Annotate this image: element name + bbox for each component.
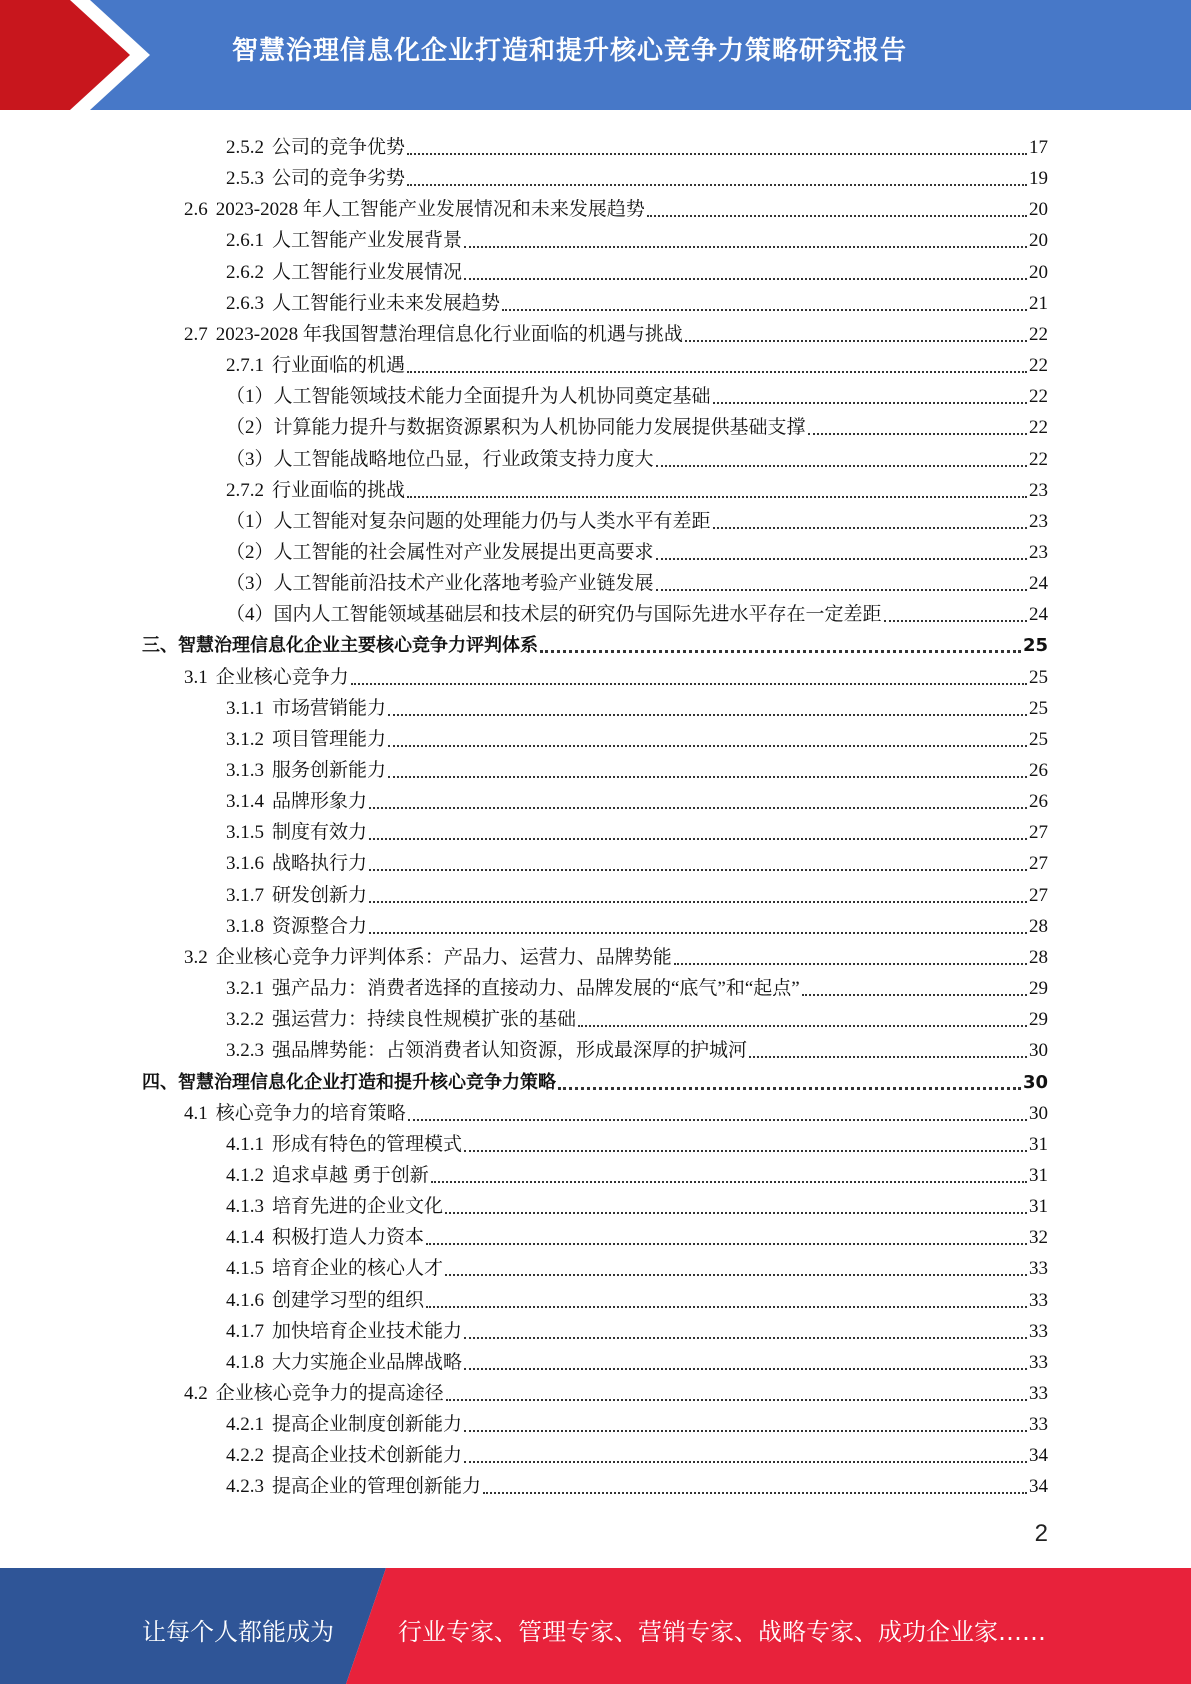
toc-dot-leader <box>407 153 1027 155</box>
toc-entry-page: 20 <box>1029 199 1048 220</box>
toc-entry-label: 三、智慧治理信息化企业主要核心竞争力评判体系 <box>142 635 538 656</box>
toc-entry-label: 国内人工智能领域基础层和技术层的研究仍与国际先进水平存在一定差距 <box>273 604 882 625</box>
toc-entry[interactable] <box>226 689 1048 720</box>
toc-entry-label: 人工智能对复杂问题的处理能力仍与人类水平有差距 <box>273 511 711 532</box>
toc-dot-leader <box>369 932 1027 934</box>
toc-entry-page: 21 <box>1029 293 1048 314</box>
toc-dot-leader <box>558 1087 1021 1090</box>
toc-entry-number: （2） <box>226 542 274 563</box>
toc-dot-leader <box>464 1461 1027 1463</box>
toc-entry-number: （2） <box>226 417 274 438</box>
toc-dot-leader <box>647 215 1027 217</box>
footer-slogan-right: 行业专家、管理专家、营销专家、战略专家、成功企业家…… <box>398 1618 1046 1646</box>
toc-dot-leader <box>502 309 1027 311</box>
toc-entry-label: 强运营力：持续良性规模扩张的基础 <box>272 1009 577 1030</box>
toc-entry-page: 33 <box>1029 1383 1048 1404</box>
toc-entry[interactable] <box>226 876 1048 907</box>
toc-entry[interactable] <box>226 1281 1048 1312</box>
toc-dot-leader <box>445 1212 1027 1214</box>
page-header <box>0 0 1191 110</box>
toc-entry-label: 计算能力提升与数据资源累积为人机协同能力发展提供基础支撑 <box>273 417 806 438</box>
toc-entry-label: 形成有特色的管理模式 <box>272 1134 463 1155</box>
footer-slogan-left: 让每个人都能成为 <box>142 1618 334 1646</box>
toc-entry-number: 3.1.6 <box>226 853 264 874</box>
toc-entry-page: 33 <box>1029 1290 1048 1311</box>
toc-dot-leader <box>464 1368 1027 1370</box>
toc-dot-leader <box>540 650 1021 653</box>
toc-dot-leader <box>426 1306 1027 1308</box>
toc-entry-page: 20 <box>1029 262 1048 283</box>
toc-dot-leader <box>407 371 1027 373</box>
toc-entry[interactable] <box>226 1125 1048 1156</box>
toc-entry[interactable] <box>142 1063 1048 1094</box>
toc-entry[interactable] <box>226 844 1048 875</box>
toc-entry-number: 3.1 <box>184 667 208 688</box>
toc-entry-label: 大力实施企业品牌战略 <box>272 1352 463 1373</box>
toc-entry-page: 24 <box>1029 573 1048 594</box>
toc-dot-leader <box>464 1150 1027 1152</box>
toc-entry-number: 2.7 <box>184 324 208 345</box>
toc-dot-leader <box>388 714 1027 716</box>
toc-entry[interactable] <box>184 190 1048 221</box>
toc-entry-label: 资源整合力 <box>272 916 368 937</box>
toc-dot-leader <box>884 620 1027 622</box>
toc-entry[interactable] <box>226 502 1048 533</box>
toc-entry-page: 23 <box>1029 542 1048 563</box>
toc-entry[interactable] <box>226 969 1048 1000</box>
toc-dot-leader <box>685 340 1027 342</box>
toc-entry-number: 2.6.1 <box>226 230 264 251</box>
toc-entry-number: 4.2 <box>184 1383 208 1404</box>
toc-entry[interactable] <box>226 813 1048 844</box>
toc-entry-number: 3.2.3 <box>226 1040 264 1061</box>
toc-entry-page: 31 <box>1029 1196 1048 1217</box>
toc-entry[interactable] <box>184 1374 1048 1405</box>
toc-entry-label: 服务创新能力 <box>272 760 387 781</box>
toc-dot-leader <box>713 527 1027 529</box>
header-arrow-red <box>0 0 130 110</box>
toc-entry-number: 2.5.2 <box>226 137 264 158</box>
toc-dot-leader <box>464 1337 1027 1339</box>
toc-entry-label: 行业面临的机遇 <box>272 355 406 376</box>
toc-entry[interactable] <box>226 1405 1048 1436</box>
toc-entry-number: （3） <box>226 449 274 470</box>
toc-entry-page: 22 <box>1029 324 1048 345</box>
toc-entry[interactable] <box>226 1436 1048 1467</box>
toc-entry-label: 追求卓越 勇于创新 <box>272 1165 429 1186</box>
toc-dot-leader <box>388 745 1027 747</box>
toc-entry-number: 4.1.4 <box>226 1227 264 1248</box>
toc-entry-page: 25 <box>1029 698 1048 719</box>
toc-entry[interactable] <box>226 564 1048 595</box>
toc-entry-label: 制度有效力 <box>272 822 368 843</box>
toc-entry-page: 25 <box>1022 635 1048 656</box>
toc-entry[interactable] <box>226 128 1048 159</box>
toc-entry[interactable] <box>184 658 1048 689</box>
toc-dot-leader <box>445 1274 1027 1276</box>
toc-entry-number: （4） <box>226 604 274 625</box>
toc-entry-number: 4.1 <box>184 1103 208 1124</box>
toc-entry-label: 加快培育企业技术能力 <box>272 1321 463 1342</box>
toc-dot-leader <box>369 901 1027 903</box>
toc-dot-leader <box>483 1492 1027 1494</box>
toc-entry[interactable] <box>226 782 1048 813</box>
toc-entry-number: 4.1.8 <box>226 1352 264 1373</box>
toc-entry-page: 31 <box>1029 1165 1048 1186</box>
toc-entry-page: 30 <box>1022 1072 1048 1093</box>
toc-dot-leader <box>656 589 1027 591</box>
toc-entry-page: 29 <box>1029 978 1048 999</box>
toc-entry[interactable] <box>226 1249 1048 1280</box>
toc-dot-leader <box>351 683 1027 685</box>
toc-dot-leader <box>369 869 1027 871</box>
toc-entry-number: 3.1.1 <box>226 698 264 719</box>
toc-entry-number: 4.2.1 <box>226 1414 264 1435</box>
toc-entry[interactable] <box>226 720 1048 751</box>
toc-entry-page: 33 <box>1029 1321 1048 1342</box>
toc-entry[interactable] <box>142 626 1048 657</box>
toc-entry-page: 22 <box>1029 417 1048 438</box>
toc-entry[interactable] <box>226 1467 1048 1498</box>
toc-entry-page: 25 <box>1029 667 1048 688</box>
toc-entry[interactable] <box>226 1156 1048 1187</box>
toc-entry-page: 33 <box>1029 1258 1048 1279</box>
toc-entry-number: 2.7.2 <box>226 480 264 501</box>
toc-dot-leader <box>408 1119 1027 1121</box>
toc-entry-page: 29 <box>1029 1009 1048 1030</box>
toc-entry-number: 3.2.2 <box>226 1009 264 1030</box>
toc-entry-page: 25 <box>1029 729 1048 750</box>
toc-entry[interactable] <box>226 1312 1048 1343</box>
toc-entry-label: 人工智能行业发展情况 <box>272 262 463 283</box>
toc-dot-leader <box>656 558 1027 560</box>
toc-dot-leader <box>464 278 1027 280</box>
toc-entry-page: 22 <box>1029 449 1048 470</box>
toc-entry-label: 积极打造人力资本 <box>272 1227 425 1248</box>
toc-entry-label: 培育企业的核心人才 <box>272 1258 444 1279</box>
toc-entry-page: 31 <box>1029 1134 1048 1155</box>
toc-dot-leader <box>431 1181 1027 1183</box>
toc-entry[interactable] <box>226 253 1048 284</box>
toc-dot-leader <box>407 496 1027 498</box>
toc-entry-number: （1） <box>226 511 274 532</box>
toc-entry[interactable] <box>226 1343 1048 1374</box>
toc-entry[interactable] <box>226 751 1048 782</box>
toc-entry-label: 培育先进的企业文化 <box>272 1196 444 1217</box>
toc-entry-number: 4.2.3 <box>226 1476 264 1497</box>
toc-entry-page: 26 <box>1029 791 1048 812</box>
toc-entry-page: 33 <box>1029 1414 1048 1435</box>
toc-entry-label: 2023-2028 年人工智能产业发展情况和未来发展趋势 <box>215 199 645 220</box>
toc-entry-number: 2.7.1 <box>226 355 264 376</box>
toc-dot-leader <box>369 838 1027 840</box>
toc-entry-label: 强品牌势能：占领消费者认知资源，形成最深厚的护城河 <box>272 1040 748 1061</box>
toc-entry-label: 企业核心竞争力的提高途径 <box>215 1383 444 1404</box>
toc-entry-page: 22 <box>1029 355 1048 376</box>
toc-entry-number: 3.2 <box>184 947 208 968</box>
toc-entry-page: 17 <box>1029 137 1048 158</box>
toc-entry-label: 创建学习型的组织 <box>272 1290 425 1311</box>
toc-dot-leader <box>674 963 1027 965</box>
toc-entry-label: 人工智能领域技术能力全面提升为人机协同奠定基础 <box>273 386 711 407</box>
toc-entry-number: （3） <box>226 573 274 594</box>
toc-entry[interactable] <box>226 907 1048 938</box>
toc-entry[interactable] <box>184 1094 1048 1125</box>
toc-entry-page: 30 <box>1029 1103 1048 1124</box>
toc-entry-label: 强产品力：消费者选择的直接动力、品牌发展的“底气”和“起点” <box>272 978 800 999</box>
toc-entry-label: 公司的竞争劣势 <box>272 168 406 189</box>
toc-entry-number: 4.1.7 <box>226 1321 264 1342</box>
toc-entry-number: 3.1.2 <box>226 729 264 750</box>
toc-entry-label: 市场营销能力 <box>272 698 387 719</box>
toc-entry[interactable] <box>226 1218 1048 1249</box>
toc-entry-label: 提高企业技术创新能力 <box>272 1445 463 1466</box>
toc-entry-number: 4.1.1 <box>226 1134 264 1155</box>
toc-entry[interactable] <box>226 221 1048 252</box>
toc-entry[interactable] <box>184 938 1048 969</box>
toc-entry-label: 提高企业制度创新能力 <box>272 1414 463 1435</box>
toc-entry-label: 人工智能的社会属性对产业发展提出更高要求 <box>273 542 654 563</box>
toc-entry-label: 战略执行力 <box>272 853 368 874</box>
report-title: 智慧治理信息化企业打造和提升核心竞争力策略研究报告 <box>232 36 908 66</box>
toc-entry-page: 23 <box>1029 511 1048 532</box>
toc-entry-number: 4.2.2 <box>226 1445 264 1466</box>
toc-entry-label: 人工智能产业发展背景 <box>272 230 463 251</box>
toc-entry-label: 品牌形象力 <box>272 791 368 812</box>
toc-entry-page: 28 <box>1029 916 1048 937</box>
toc-entry-page: 24 <box>1029 604 1048 625</box>
toc-entry-number: 4.1.2 <box>226 1165 264 1186</box>
toc-entry-page: 27 <box>1029 822 1048 843</box>
toc-entry[interactable] <box>226 284 1048 315</box>
toc-entry-page: 26 <box>1029 760 1048 781</box>
toc-entry-label: 人工智能前沿技术产业化落地考验产业链发展 <box>273 573 654 594</box>
toc-dot-leader <box>713 402 1027 404</box>
toc-dot-leader <box>446 1399 1027 1401</box>
page-number: 2 <box>1034 1520 1048 1547</box>
toc-dot-leader <box>578 1025 1027 1027</box>
toc-entry-page: 33 <box>1029 1352 1048 1373</box>
toc-entry-number: 2.6.2 <box>226 262 264 283</box>
toc-entry-label: 人工智能战略地位凸显，行业政策支持力度大 <box>273 449 654 470</box>
toc-entry-page: 20 <box>1029 230 1048 251</box>
toc-entry[interactable] <box>226 1187 1048 1218</box>
toc-entry-number: 2.5.3 <box>226 168 264 189</box>
toc-dot-leader <box>407 184 1027 186</box>
toc-entry-number: 3.1.7 <box>226 885 264 906</box>
toc-entry-number: 3.1.4 <box>226 791 264 812</box>
toc-entry-number: 4.1.3 <box>226 1196 264 1217</box>
toc-entry-page: 28 <box>1029 947 1048 968</box>
toc-entry-page: 19 <box>1029 168 1048 189</box>
toc-entry-page: 27 <box>1029 885 1048 906</box>
toc-entry-label: 研发创新力 <box>272 885 368 906</box>
toc-entry-label: 核心竞争力的培育策略 <box>215 1103 406 1124</box>
toc-entry[interactable] <box>226 346 1048 377</box>
page-footer <box>0 1568 1191 1684</box>
toc-entry[interactable] <box>184 315 1048 346</box>
toc-entry-label: 提高企业的管理创新能力 <box>272 1476 482 1497</box>
toc-dot-leader <box>388 776 1027 778</box>
toc-entry-label: 四、智慧治理信息化企业打造和提升核心竞争力策略 <box>142 1072 556 1093</box>
toc-dot-leader <box>749 1056 1027 1058</box>
toc-entry[interactable] <box>226 159 1048 190</box>
toc-entry[interactable] <box>226 533 1048 564</box>
toc-entry[interactable] <box>226 408 1048 439</box>
toc-entry-page: 30 <box>1029 1040 1048 1061</box>
toc-entry-number: （1） <box>226 386 274 407</box>
toc-entry-page: 34 <box>1029 1445 1048 1466</box>
toc-dot-leader <box>464 1430 1027 1432</box>
toc-entry-number: 3.1.5 <box>226 822 264 843</box>
toc-entry-page: 27 <box>1029 853 1048 874</box>
toc-dot-leader <box>369 807 1027 809</box>
toc-entry-label: 人工智能行业未来发展趋势 <box>272 293 501 314</box>
toc-entry-label: 2023-2028 年我国智慧治理信息化行业面临的机遇与挑战 <box>215 324 683 345</box>
toc-entry-page: 34 <box>1029 1476 1048 1497</box>
toc-entry[interactable] <box>226 440 1048 471</box>
toc-entry-page: 22 <box>1029 386 1048 407</box>
toc-entry-label: 企业核心竞争力 <box>215 667 349 688</box>
toc-entry-number: 2.6 <box>184 199 208 220</box>
toc-dot-leader <box>808 433 1027 435</box>
toc-dot-leader <box>464 246 1027 248</box>
toc-entry[interactable] <box>226 1031 1048 1062</box>
toc-entry-page: 32 <box>1029 1227 1048 1248</box>
toc-dot-leader <box>802 994 1027 996</box>
toc-entry-page: 23 <box>1029 480 1048 501</box>
toc-entry-number: 4.1.5 <box>226 1258 264 1279</box>
toc-entry-label: 公司的竞争优势 <box>272 137 406 158</box>
toc-entry[interactable] <box>226 471 1048 502</box>
toc-entry-number: 3.2.1 <box>226 978 264 999</box>
toc-dot-leader <box>426 1243 1027 1245</box>
toc-entry-number: 2.6.3 <box>226 293 264 314</box>
toc-entry-number: 3.1.3 <box>226 760 264 781</box>
toc-entry[interactable] <box>226 1000 1048 1031</box>
toc-entry-label: 企业核心竞争力评判体系：产品力、运营力、品牌势能 <box>215 947 672 968</box>
toc-entry-number: 4.1.6 <box>226 1290 264 1311</box>
toc-dot-leader <box>656 465 1027 467</box>
toc-entry[interactable] <box>226 595 1048 626</box>
toc-entry[interactable] <box>226 377 1048 408</box>
toc-entry-number: 3.1.8 <box>226 916 264 937</box>
toc-entry-label: 项目管理能力 <box>272 729 387 750</box>
toc-entry-label: 行业面临的挑战 <box>272 480 406 501</box>
